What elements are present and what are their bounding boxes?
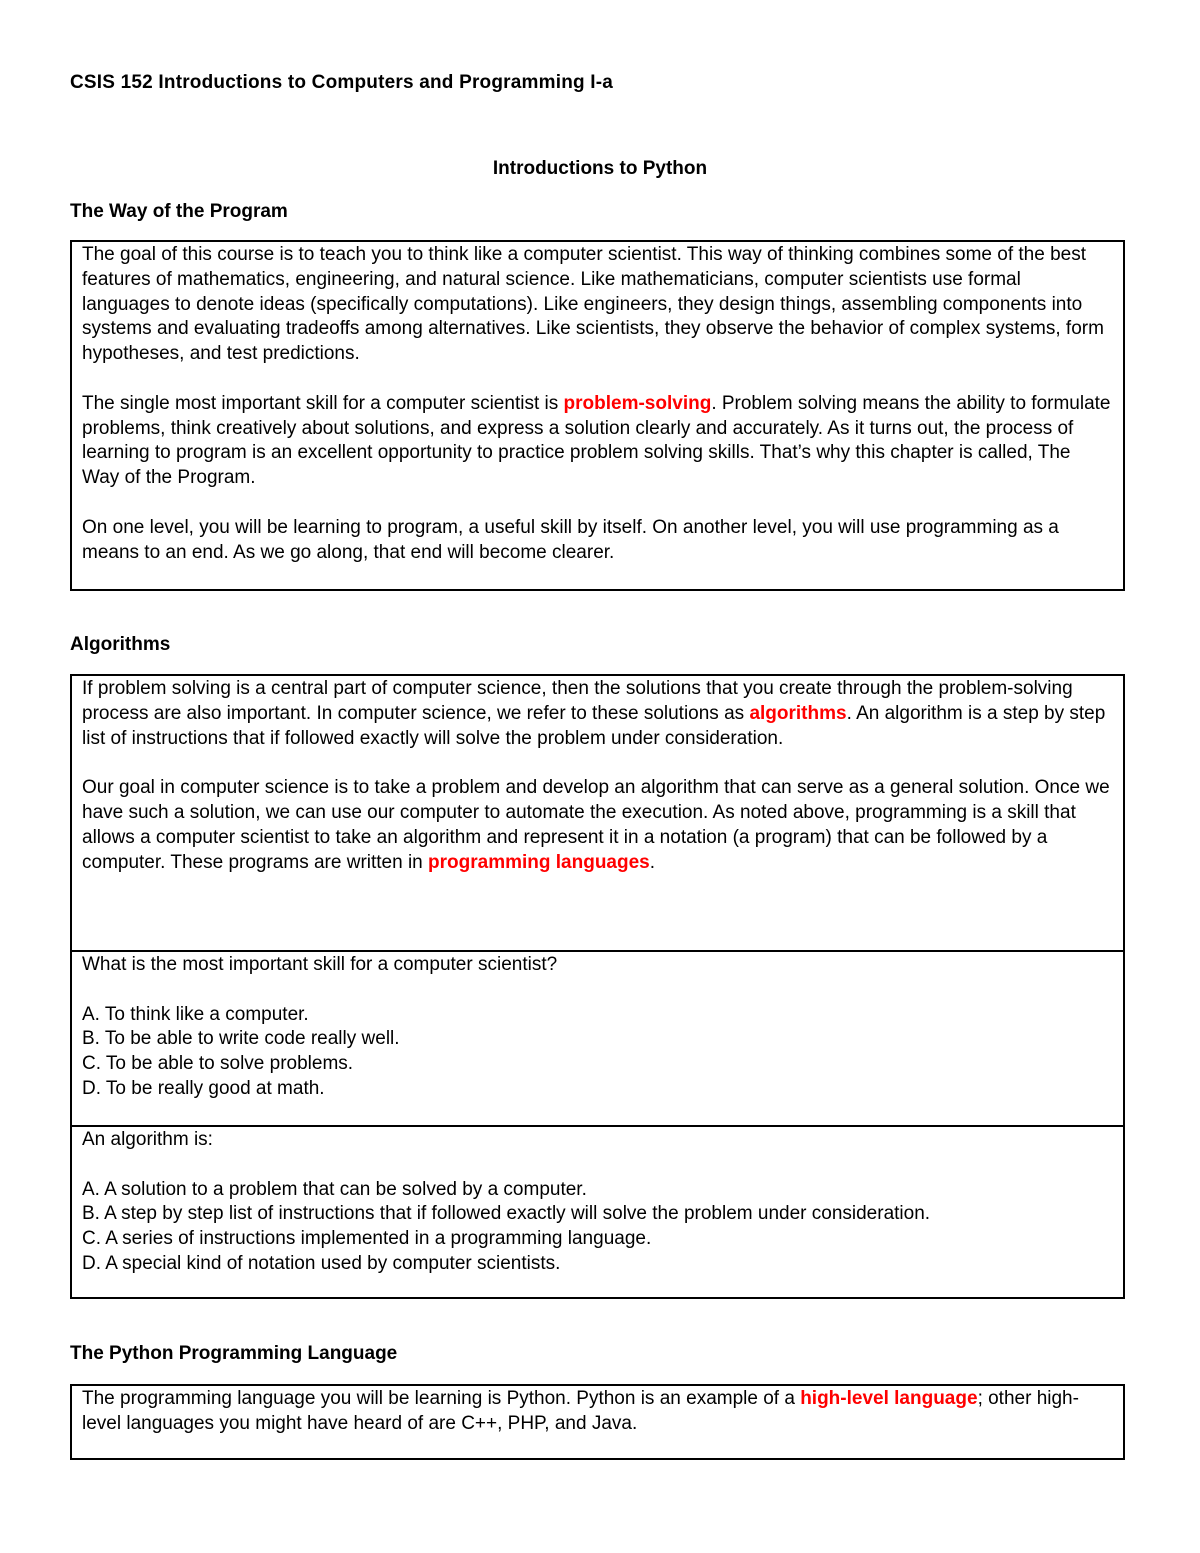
algorithms-paragraph-1	[82, 677, 1113, 751]
way-paragraph-3: On one level, you will be learning to program, a useful skill by itself. On another level, you will use programming as a means to an end. As we go along, that end will become clearer.	[82, 516, 1059, 563]
question-1-cell	[72, 950, 1123, 1125]
term-high-level-language: high-level language	[800, 1388, 978, 1409]
question-2-option-a: A. A solution to a problem that can be solved by a computer.	[82, 1178, 587, 1200]
way-p2-text-before: The single most important skill for a computer scientist is	[82, 392, 564, 414]
question-2-prompt: An algorithm is:	[82, 1129, 213, 1150]
alg-p1-text-after: . An algorithm is a step by step list of instructions that if followed exactly will solve the problem under consideration.	[82, 702, 1106, 749]
question-2-cell	[72, 1125, 1123, 1277]
python-text-cell	[72, 1386, 1123, 1437]
alg-p2-text-after: .	[649, 851, 656, 873]
py-p1-text-before: The programming language you will be learning is Python. Python is an example of a	[82, 1388, 801, 1409]
term-algorithms: algorithms	[749, 702, 847, 724]
question-2-option-b: B. A step by step list of instructions that if followed exactly will solve the problem under consideration.	[82, 1203, 931, 1225]
document-subtitle: Introductions to Python	[492, 158, 708, 179]
question-1-options	[82, 1003, 1113, 1102]
way-of-program-cell	[72, 242, 1123, 565]
alg-p2-text-before: Our goal in computer science is to take a problem and develop an algorithm that can serve as a general solution. Once we have such a solution, we can use our computer to automate the execution. As noted above, programming is a skill that allows a computer scientist to take an algorithm and represent it in a notation (a program) that can be followed by a computer. These programs are written in	[82, 777, 1110, 873]
term-programming-languages: programming languages	[428, 851, 650, 873]
section-heading-way-of-program: The Way of the Program	[70, 201, 288, 222]
question-1-option-c: C. To be able to solve problems.	[82, 1053, 354, 1075]
way-p2-text-after: . Problem solving means the ability to formulate problems, think creatively about solutions, and express a solution clearly and accurately. As it turns out, the process of learning to program is an excellent opportunity to practice problem solving skills. That’s why this chapter is called, The Way of the Program.	[82, 392, 1111, 489]
term-problem-solving: problem-solving	[563, 392, 712, 414]
question-1-option-a: A. To think like a computer.	[82, 1003, 309, 1025]
question-2-option-d: D. A special kind of notation used by computer scientists.	[82, 1252, 561, 1274]
section-heading-python: The Python Programming Language	[70, 1343, 398, 1364]
question-2-option-c: C. A series of instructions implemented in a programming language.	[82, 1228, 652, 1250]
course-title: CSIS 152 Introductions to Computers and Programming I-a	[70, 72, 614, 93]
section-heading-algorithms: Algorithms	[70, 634, 171, 655]
way-of-program-box	[70, 240, 1125, 591]
alg-p1-text-before: If problem solving is a central part of computer science, then the solutions that you create through the problem-solving process are also important. In computer science, we refer to these solutions as	[82, 678, 1073, 724]
way-paragraph-2	[82, 392, 1113, 491]
python-box	[70, 1384, 1125, 1460]
way-paragraph-1: The goal of this course is to teach you to think like a computer scientist. This way of thinking combines some of the best features of mathematics, engineering, and natural science. Like mathematicians, computer scientists use formal languages to denote ideas (specifically computations). Like engineers, they design things, assembling components into systems and evaluating tradeoffs among alternatives. Like scientists, they observe the behavior of complex systems, form hypotheses, and test predictions.	[82, 244, 1104, 365]
question-1-prompt: What is the most important skill for a computer scientist?	[82, 954, 558, 975]
algorithms-box	[70, 674, 1125, 1299]
algorithms-paragraph-2	[82, 776, 1113, 875]
question-2-options	[82, 1178, 1113, 1277]
py-p1-text-after: ; other high-level languages you might have heard of are C++, PHP, and Java.	[82, 1388, 1079, 1434]
question-1-option-b: B. To be able to write code really well.	[82, 1028, 400, 1050]
algorithms-text-cell	[72, 676, 1123, 950]
question-1-option-d: D. To be really good at math.	[82, 1077, 325, 1099]
python-paragraph-1	[82, 1387, 1113, 1437]
